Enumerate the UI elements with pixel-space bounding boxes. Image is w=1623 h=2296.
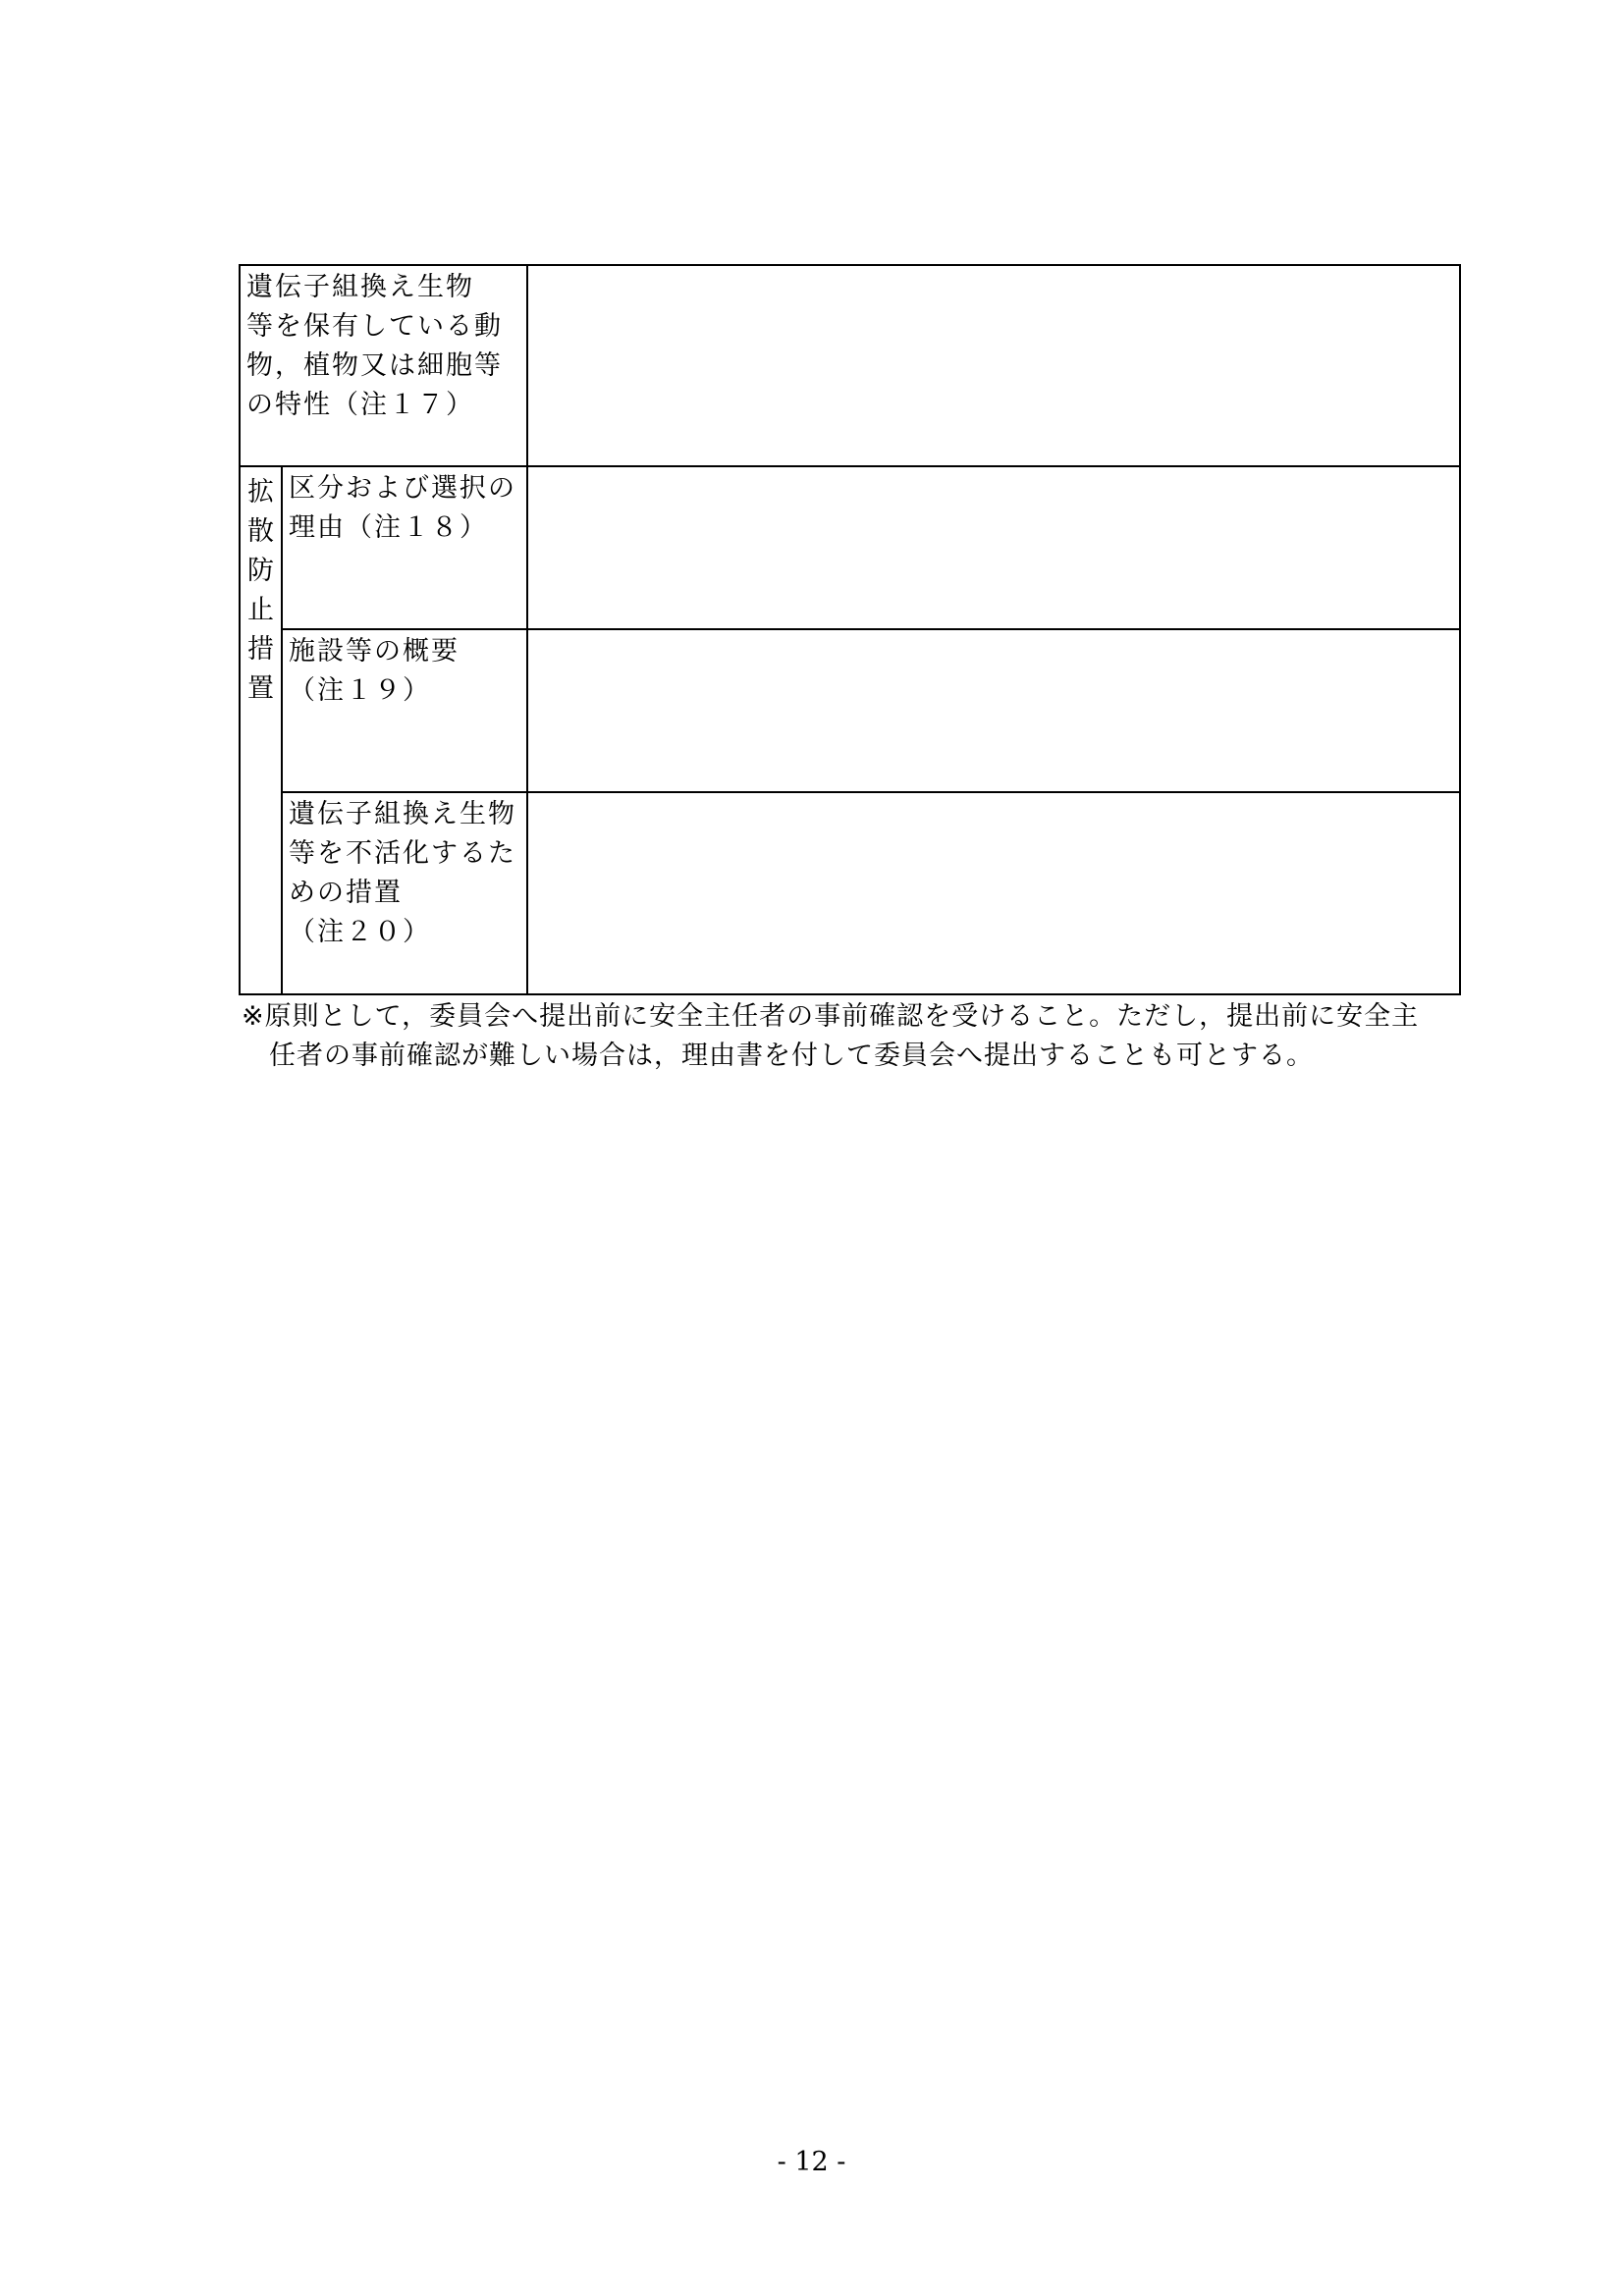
application-form-table: [239, 264, 1461, 995]
organism-characteristics-label: 遺伝子組換え生物 等を保有している動 物，植物又は細胞等 の特性（注１７）: [240, 265, 527, 466]
group-label-char: 防: [247, 556, 274, 586]
inactivation-measures-label: 遺伝子組換え生物 等を不活化するた めの措置 （注２０）: [282, 792, 527, 994]
group-label-char: 止: [247, 595, 274, 625]
group-label-char: 置: [247, 673, 274, 704]
table-row: [240, 265, 1460, 466]
organism-characteristics-field[interactable]: [527, 265, 1460, 466]
table-row: [240, 629, 1460, 792]
inactivation-measures-field[interactable]: [527, 792, 1460, 994]
group-label-char: 散: [247, 516, 274, 547]
group-label-char: 措: [247, 634, 274, 665]
facility-overview-label: 施設等の概要 （注１９）: [282, 629, 527, 792]
page-number: - 12 -: [777, 2147, 846, 2177]
table-row: [240, 792, 1460, 994]
classification-reason-field[interactable]: [527, 466, 1460, 629]
table-row: [240, 466, 1460, 629]
containment-measures-group-label: [240, 466, 282, 994]
note-line-2: 任者の事前確認が難しい場合は，理由書を付して委員会へ提出することも可とする。: [269, 1041, 1314, 1071]
facility-overview-field[interactable]: [527, 629, 1460, 792]
note-line-1: ※原則として，委員会へ提出前に安全主任者の事前確認を受けること。ただし，提出前に安全主: [242, 1001, 1420, 1032]
submission-note: [242, 997, 1488, 1076]
group-label-char: 拡: [247, 477, 274, 507]
classification-reason-label: 区分および選択の 理由（注１８）: [282, 466, 527, 629]
